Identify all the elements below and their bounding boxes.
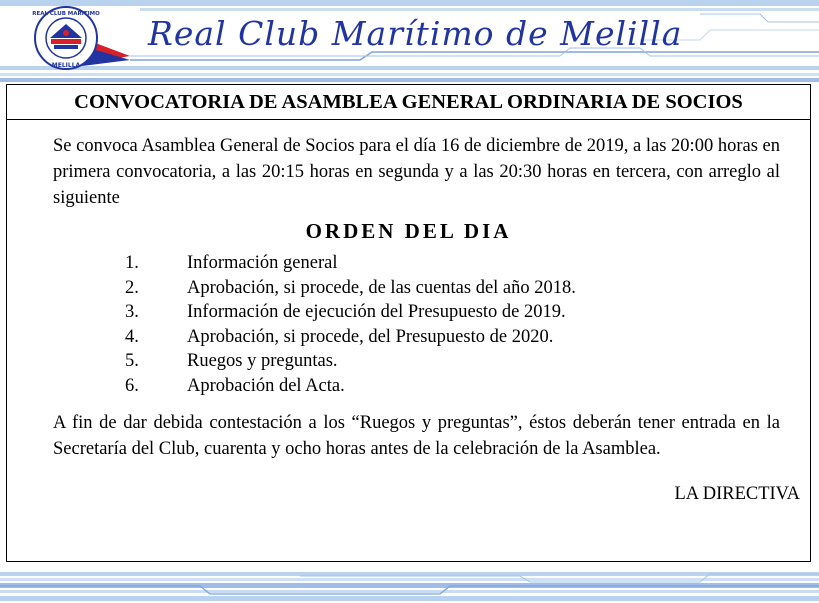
- agenda-item-number: 3.: [125, 302, 139, 322]
- agenda-item-number: 1.: [125, 253, 139, 273]
- agenda-heading: ORDEN DEL DIA: [305, 219, 512, 243]
- title-divider: [7, 119, 810, 120]
- agenda-item-text: Aprobación del Acta.: [187, 375, 345, 396]
- agenda-item-text: Ruegos y preguntas.: [187, 351, 338, 371]
- agenda-item: [125, 300, 576, 325]
- agenda-item-number: 6.: [125, 375, 139, 396]
- agenda-item: [125, 251, 576, 276]
- agenda-item-text: Información general: [187, 253, 338, 273]
- agenda-item: [125, 276, 576, 301]
- agenda-item-text: Aprobación, si procede, de las cuentas del año 2018.: [187, 277, 576, 298]
- document-title: CONVOCATORIA DE ASAMBLEA GENERAL ORDINARIA DE SOCIOS: [74, 91, 743, 113]
- header-banner: [0, 0, 819, 82]
- svg-text:REAL CLUB MARITIMO: REAL CLUB MARITIMO: [32, 11, 100, 17]
- footer-decoration: [0, 568, 819, 603]
- agenda-item: [125, 349, 576, 374]
- club-name: Real Club Marítimo de Melilla: [148, 14, 683, 53]
- agenda-item: [125, 374, 576, 399]
- notice-document: [6, 84, 811, 562]
- agenda-item-number: 4.: [125, 326, 139, 347]
- agenda-list: [125, 251, 576, 398]
- agenda-item: [125, 325, 576, 350]
- agenda-item-text: Aprobación, si procede, del Presupuesto de 2020.: [187, 326, 554, 347]
- closing-paragraph: A fin de dar debida contestación a los “Ruegos y preguntas”, éstos deberán tener entrada en la Secretaría del Club, cuarenta y ocho horas antes de la celebración de la Asamblea.: [53, 413, 780, 459]
- agenda-item-text: Información de ejecución del Presupuesto de 2019.: [187, 302, 566, 322]
- agenda-item-number: 5.: [125, 351, 139, 371]
- intro-paragraph: Se convoca Asamblea General de Socios para el día 16 de diciembre de 2019, a las 20:00 horas en primera convocatoria, a las 20:15 horas en segunda y a las 20:30 horas en tercera, con arreglo al siguiente: [53, 136, 780, 208]
- svg-text:MELILLA: MELILLA: [51, 62, 81, 69]
- agenda-item-number: 2.: [125, 277, 139, 298]
- signature: LA DIRECTIVA: [674, 484, 800, 504]
- club-logo-icon: [32, 4, 132, 72]
